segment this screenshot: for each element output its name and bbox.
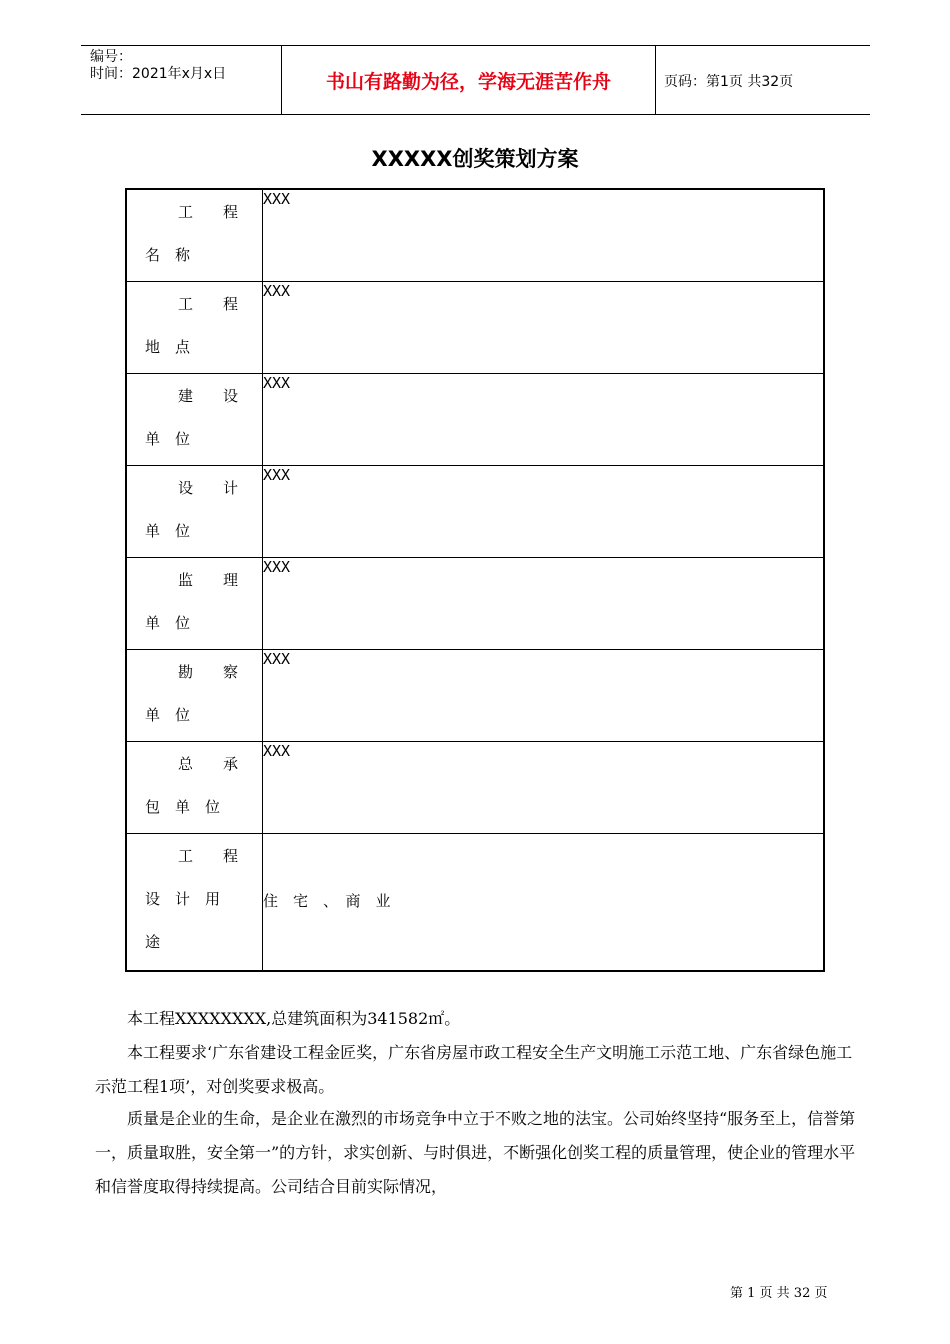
label-line1: 工 程: [177, 294, 238, 313]
label-line2: 单 位: [145, 613, 191, 632]
label-line3: 途: [145, 932, 161, 951]
header-page-info: 页码：第1页 共32页: [664, 74, 794, 90]
table-row: [126, 649, 824, 741]
label-line2: 地 点: [145, 337, 191, 356]
table-row: [126, 189, 824, 281]
row-value: XXX: [263, 557, 825, 649]
label-line2: 单 位: [145, 705, 191, 724]
label-line2: 设 计 用: [145, 889, 221, 908]
table-row: [126, 557, 824, 649]
row-label: [126, 189, 263, 281]
paragraph-1: 本工程XXXXXXXX,总建筑面积为341582㎡。: [95, 1009, 461, 1028]
label-line1: 工 程: [177, 846, 238, 865]
row-value: XXX: [263, 465, 825, 557]
row-value: [263, 833, 825, 971]
row-label: [126, 833, 263, 971]
row-value: XXX: [263, 281, 825, 373]
table-row: [126, 373, 824, 465]
time-label: 时间：2021年x月x日: [90, 66, 227, 82]
page-footer: 第 1 页 共 32 页: [730, 1286, 828, 1301]
row-label: [126, 557, 263, 649]
table-row: [126, 465, 824, 557]
label-line2: 单 位: [145, 429, 191, 448]
row-value: XXX: [263, 189, 825, 281]
document-title: XXXXX创奖策划方案: [371, 147, 579, 171]
row-value: XXX: [263, 649, 825, 741]
row-value: XXX: [263, 741, 825, 833]
number-label: 编号：: [90, 49, 132, 65]
label-line1: 工 程: [177, 203, 238, 221]
row-label: [126, 741, 263, 833]
row-value-text: 住 宅 、 商 业: [263, 891, 391, 910]
label-line1: 监 理: [177, 570, 238, 589]
row-label: [126, 465, 263, 557]
table-row: [126, 281, 824, 373]
label-line2: 包 单 位: [145, 797, 221, 816]
table-row: [126, 741, 824, 833]
project-info-table: [125, 188, 825, 972]
row-value: XXX: [263, 373, 825, 465]
label-line2: 名 称: [145, 246, 191, 264]
label-line1: 勘 察: [177, 662, 238, 681]
paragraph-3: 质量是企业的生命，是企业在激烈的市场竞争中立于不败之地的法宝。公司始终坚持“服务至上，信誉第一，质量取胜，安全第一”的方针，求实创新、与时俱进，不断强化创奖工程的质量管理，使企业的管理水平和信誉度取得持续提高。公司结合目前实际情况，: [95, 1109, 856, 1196]
header-motto: 书山有路勤为径，学海无涯苦作舟: [281, 46, 656, 114]
paragraph-2: 本工程要求‘广东省建设工程金匠奖，广东省房屋市政工程安全生产文明施工示范工地、广东省绿色施工示范工程1项’，对创奖要求极高。: [95, 1043, 853, 1096]
label-line1: 建 设: [177, 386, 238, 405]
table-row: [126, 833, 824, 971]
label-line1: 总 承: [177, 754, 238, 773]
label-line2: 单 位: [145, 521, 191, 540]
page-header: [81, 45, 870, 115]
row-label: [126, 649, 263, 741]
label-line1: 设 计: [177, 478, 238, 497]
header-meta: [90, 49, 226, 83]
row-label: [126, 373, 263, 465]
row-label: [126, 281, 263, 373]
